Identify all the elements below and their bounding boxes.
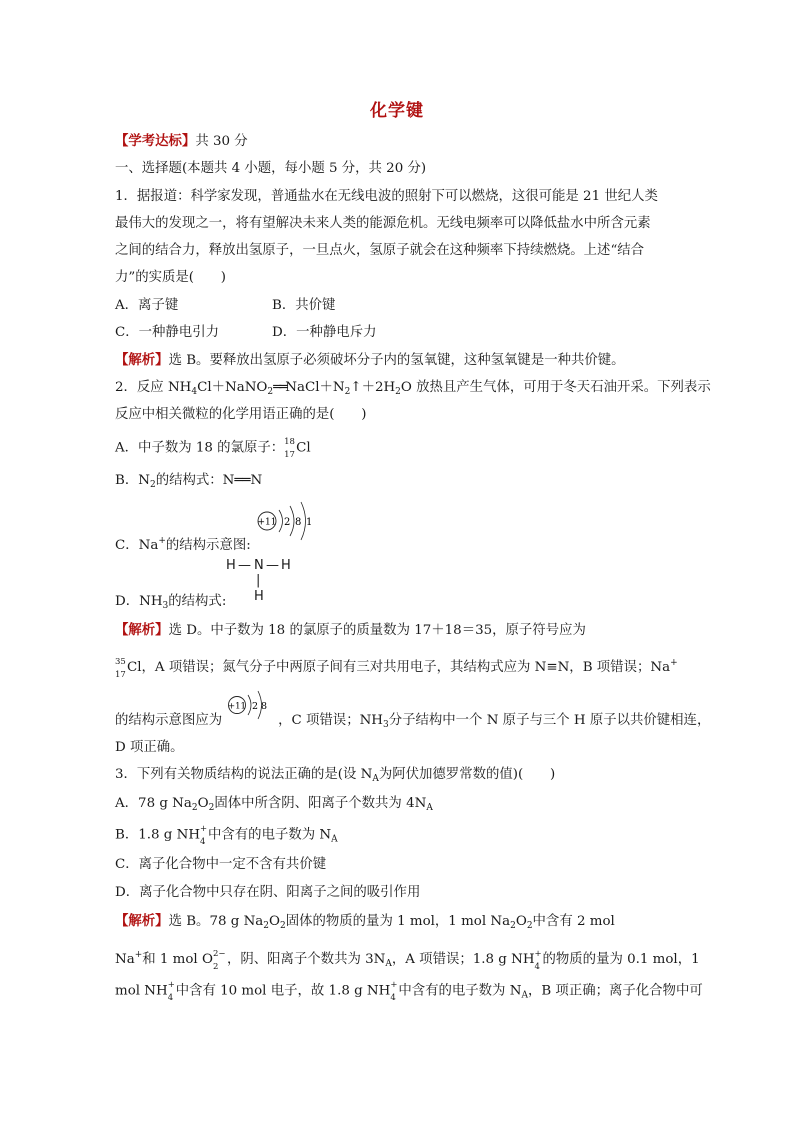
bond: — xyxy=(266,558,279,573)
subscript: 2 xyxy=(279,921,286,931)
analysis-text: 和 1 mol O xyxy=(142,952,213,967)
q1-line-3: 之间的结合力，释放出氢原子，一旦点火，氢原子就会在这种频率下持续燃烧。上述“结合 xyxy=(115,243,645,258)
atom-h: H xyxy=(226,558,236,573)
subscript: A xyxy=(521,990,528,1001)
analysis-text: O xyxy=(269,914,280,929)
atomic-number: 17 xyxy=(115,669,126,680)
q3-analysis-line-3 xyxy=(115,980,703,1004)
q2-text: O 放热且产生气体，可用于冬天石油开采。下列表示 xyxy=(400,380,711,395)
analysis-text: ，C 项错误；NH xyxy=(278,713,383,728)
atomic-number: 17 xyxy=(284,450,295,460)
atom-n: N xyxy=(254,558,264,573)
subscript: 2 xyxy=(395,387,401,397)
subscript: 2 xyxy=(344,387,351,397)
analysis-tag: 【解析】 xyxy=(115,622,169,638)
q2-analysis-line-1 xyxy=(115,622,586,639)
q3-option-b xyxy=(115,824,338,848)
analysis-text: ，B 项正确；离子化合物中可 xyxy=(527,983,703,999)
element-symbol: Cl xyxy=(296,440,311,456)
analysis-text: ，阴、阳离子个数共为 3N xyxy=(226,952,386,967)
superscript: + xyxy=(200,824,208,834)
ion-charge-stack xyxy=(390,980,398,1003)
subscript: A xyxy=(426,803,433,813)
subscript: 2 xyxy=(267,387,274,397)
q2-line-1 xyxy=(115,380,711,400)
option-text: D．NH xyxy=(115,594,163,609)
q1-line-2: 最伟大的发现之一，将有望解决未来人类的能源危机。无线电频率可以降低盐水中所含元素 xyxy=(115,216,651,231)
q1-option-a: A．离子键 xyxy=(115,298,179,313)
superscript: + xyxy=(158,536,166,546)
nucleus-label: +11 xyxy=(228,701,246,712)
subscript: 4 xyxy=(534,961,540,972)
q1-line-1: 1．据报道：科学家发现，普通盐水在无线电波的照射下可以燃烧，这很可能是 21 世纪人类 xyxy=(115,189,658,204)
q2-text: ↑＋2H xyxy=(350,380,396,395)
option-text: 的结构式：N══N xyxy=(155,473,263,488)
q2-option-c xyxy=(115,533,251,554)
superscript: 2− xyxy=(212,948,226,959)
shell-count: 2 xyxy=(284,517,291,528)
subscript: 2 xyxy=(208,803,215,813)
shell-count: 8 xyxy=(261,701,268,712)
ion-charge-stack xyxy=(212,948,227,972)
analysis-text: 中含有 10 mol 电子，故 1.8 g NH xyxy=(175,983,391,999)
q3-option-a xyxy=(115,796,433,816)
analysis-tag: 【解析】 xyxy=(115,352,169,368)
superscript: + xyxy=(534,948,542,959)
subscript: 3 xyxy=(382,720,389,730)
option-text: C．Na xyxy=(115,538,159,553)
option-text: O xyxy=(197,796,209,811)
nuclide-notation xyxy=(284,437,296,460)
q3-option-c: C．离子化合物中一定不含有共价键 xyxy=(115,857,327,872)
analysis-text: mol NH xyxy=(115,983,168,999)
subscript: 2 xyxy=(510,921,516,931)
superscript: + xyxy=(167,980,175,990)
subscript: 2 xyxy=(149,480,156,490)
subscript: 4 xyxy=(191,387,198,397)
subscript: 4 xyxy=(200,837,206,847)
atom-h: H xyxy=(281,558,291,573)
mass-number: 35 xyxy=(115,656,126,667)
nuclide-notation xyxy=(115,656,127,680)
ion-charge-stack xyxy=(200,824,208,847)
subscript: 2 xyxy=(212,961,219,972)
superscript: + xyxy=(670,658,678,668)
section-tag: 【学考达标】 xyxy=(115,133,196,149)
sodium-ion-structure-diagram xyxy=(255,498,325,546)
shell-count: 8 xyxy=(295,517,302,528)
q2-line-2: 反应中相关微粒的化学用语正确的是( ) xyxy=(115,407,367,422)
superscript: + xyxy=(390,980,398,990)
analysis-text: 的物质的量为 0.1 mol，1 xyxy=(542,952,700,967)
analysis-text: O xyxy=(515,914,527,929)
mass-number: 18 xyxy=(284,437,295,447)
analysis-text: 选 B。要释放出氢原子必须破坏分子内的氢氧键，这种氢氧键是一种共价键。 xyxy=(168,353,625,368)
q3-option-d: D．离子化合物中只存在阴、阳离子之间的吸引作用 xyxy=(115,885,421,900)
q2-text: 2．反应 NH xyxy=(115,380,192,395)
q2-option-b xyxy=(115,473,262,493)
q2-text: NaCl＋N xyxy=(285,380,345,395)
analysis-text: 选 B。78 g Na xyxy=(168,914,264,929)
nucleus-label: +11 xyxy=(257,517,277,528)
q1-option-c: C．一种静电引力 xyxy=(115,325,219,340)
option-text: A．中子数为 18 的氯原子： xyxy=(115,440,285,456)
q2-text: Cl＋NaNO xyxy=(197,380,268,395)
analysis-text: 选 D。中子数为 18 的氯原子的质量数为 17＋18＝35，原子符号应为 xyxy=(168,623,586,638)
atom-h: H xyxy=(254,589,264,604)
equals-sign: ══ xyxy=(273,380,286,395)
subscript: 4 xyxy=(167,993,174,1003)
bond: | xyxy=(256,573,261,588)
subscript: 4 xyxy=(390,993,396,1003)
option-text: A．78 g Na xyxy=(115,796,192,811)
section-header xyxy=(115,133,248,150)
q2-option-d xyxy=(115,594,226,614)
bond: — xyxy=(238,558,251,573)
option-text: 的结构式: xyxy=(168,594,227,609)
analysis-text: 中含有的电子数为 N xyxy=(398,983,522,999)
subscript: 2 xyxy=(191,803,198,813)
analysis-tag: 【解析】 xyxy=(115,913,169,929)
analysis-text: 中含有 2 mol xyxy=(532,914,615,929)
subscript: 2 xyxy=(263,921,269,931)
q2-analysis-line-4: D 项正确。 xyxy=(115,740,184,755)
q3-text: 为阿伏加德罗常数的值)( ) xyxy=(378,767,556,782)
q2-analysis-line-3 xyxy=(115,713,710,733)
ammonia-structural-formula xyxy=(226,558,306,608)
subscript: 2 xyxy=(526,921,533,931)
ion-charge-stack xyxy=(534,948,543,972)
q1-analysis xyxy=(115,352,625,369)
shell-count: 2 xyxy=(252,701,259,712)
option-text: B．1.8 g NH xyxy=(115,827,201,843)
analysis-text: 分子结构中一个 N 原子与三个 H 原子以共价键相连， xyxy=(388,713,711,728)
option-text: 中含有的电子数为 N xyxy=(208,827,332,843)
superscript: + xyxy=(134,950,143,960)
q1-line-4: 力”的实质是( ) xyxy=(115,270,227,285)
analysis-text: 的结构示意图应为 xyxy=(115,713,223,728)
analysis-text: Cl，A 项错误；氮气分子中两原子间有三对共用电子，其结构式应为 N≡N，B 项错误；Na xyxy=(127,660,671,675)
q3-text: 3．下列有关物质结构的说法正确的是(设 N xyxy=(115,767,373,782)
q1-option-b: B．共价键 xyxy=(272,298,336,313)
subscript: A xyxy=(385,959,392,969)
page-title: 化学键 xyxy=(370,101,424,121)
shell-count: 1 xyxy=(306,517,313,528)
q3-analysis-line-1 xyxy=(115,913,615,934)
option-text: 的结构示意图: xyxy=(165,538,251,553)
ion-charge-stack xyxy=(167,980,176,1003)
q2-option-a xyxy=(115,437,311,460)
analysis-text: 固体的物质的量为 1 mol，1 mol Na xyxy=(285,914,511,929)
analysis-text: Na xyxy=(115,952,135,967)
q1-option-d: D．一种静电斥力 xyxy=(272,325,377,340)
subscript: A xyxy=(372,774,379,784)
subscript: A xyxy=(331,834,338,845)
q3-analysis-line-2 xyxy=(115,947,700,972)
part1-header: 一、选择题(本题共 4 小题，每小题 5 分，共 20 分) xyxy=(115,161,427,176)
analysis-text: ，A 项错误；1.8 g NH xyxy=(391,952,535,967)
subscript: 3 xyxy=(162,601,169,611)
option-text: B．N xyxy=(115,473,150,488)
q2-analysis-line-2 xyxy=(115,655,678,680)
option-text: 固体中所含阴、阳离子个数共为 4N xyxy=(214,796,427,811)
section-score: 共 30 分 xyxy=(195,134,248,149)
q3-stem xyxy=(115,767,555,787)
